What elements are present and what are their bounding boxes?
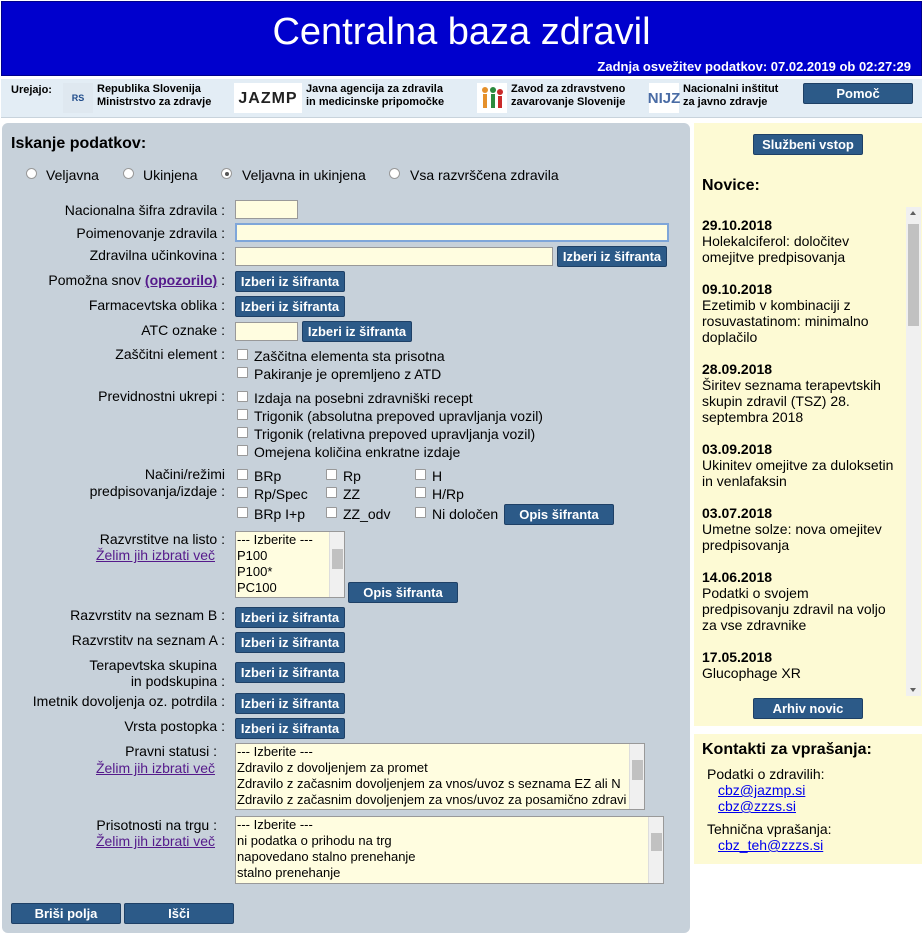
contact-email-zzzs[interactable]: cbz@zzzs.si bbox=[718, 798, 796, 814]
procedure-type-label: Vrsta postopka : bbox=[124, 718, 225, 734]
scroll-down-icon[interactable] bbox=[910, 688, 916, 692]
radio-discontinued-label: Ukinjena bbox=[143, 167, 198, 183]
legal-status-select[interactable] bbox=[235, 743, 645, 810]
trigonik-absolute-checkbox[interactable] bbox=[237, 409, 248, 420]
zzzs-logo-icon bbox=[477, 83, 507, 113]
regime-brpip-checkbox[interactable] bbox=[237, 507, 248, 518]
news-item[interactable] bbox=[702, 569, 898, 633]
news-date: 03.09.2018 bbox=[702, 441, 773, 457]
pharma-form-pick-button[interactable]: Izberi iz šifranta bbox=[235, 296, 345, 317]
regime-h-label: H bbox=[432, 468, 443, 484]
news-text: Podatki o svojem predpisovanju zdravil na voljo za vse zdravnike bbox=[702, 585, 886, 633]
market-option[interactable]: napovedano stalno prenehanje bbox=[237, 849, 416, 864]
holder-label: Imetnik dovoljenja oz. potrdila : bbox=[32, 693, 225, 709]
list-a-pick-button[interactable]: Izberi iz šifranta bbox=[235, 632, 345, 653]
list-classification-select[interactable] bbox=[235, 531, 345, 598]
clear-fields-button[interactable]: Briši polja bbox=[11, 903, 121, 924]
header-banner bbox=[1, 1, 922, 76]
regime-brp-label: BRp bbox=[254, 468, 282, 484]
list-option[interactable]: PC100 bbox=[237, 580, 277, 595]
news-text: Holekalciferol: določitev omejitve predpisovanja bbox=[702, 233, 850, 265]
regime-zz-label: ZZ bbox=[343, 486, 361, 502]
contact-email-tech[interactable]: cbz_teh@zzzs.si bbox=[718, 837, 824, 853]
ministry-logo-icon: RS bbox=[63, 83, 93, 113]
trigonik-absolute-label: Trigonik (absolutna prepoved upravljanja vozil) bbox=[254, 408, 543, 424]
regime-zz-checkbox[interactable] bbox=[326, 487, 337, 498]
therapeutic-group-label-1: Terapevtska skupina bbox=[89, 657, 217, 673]
regime-hrp-label: H/Rp bbox=[432, 486, 464, 502]
list-option[interactable]: P100 bbox=[237, 548, 268, 563]
news-date: 03.07.2018 bbox=[702, 505, 773, 521]
news-archive-button[interactable]: Arhiv novic bbox=[753, 698, 863, 719]
market-scrollbar[interactable] bbox=[648, 817, 663, 883]
news-item[interactable] bbox=[702, 281, 898, 345]
contacts-heading: Kontakti za vprašanja: bbox=[702, 741, 872, 758]
scroll-up-icon[interactable] bbox=[910, 211, 916, 215]
radio-valid-and-discontinued-label: Veljavna in ukinjena bbox=[242, 167, 366, 183]
regime-rpspec-label: Rp/Spec bbox=[254, 486, 308, 502]
regime-label-2: predpisovanja/izdaje : bbox=[89, 483, 225, 499]
active-substance-input[interactable] bbox=[235, 247, 553, 266]
regime-undefined-checkbox[interactable] bbox=[415, 507, 426, 518]
list-b-label: Razvrstitv na seznam B : bbox=[70, 607, 225, 623]
regime-brpip-label: BRp I+p bbox=[254, 506, 305, 522]
drug-name-input[interactable] bbox=[235, 223, 669, 242]
therapeutic-group-label-2: in podskupina : bbox=[130, 673, 225, 689]
list-description-button[interactable]: Opis šifranta bbox=[348, 582, 458, 603]
regime-rp-label: Rp bbox=[343, 468, 361, 484]
excipient-label-row bbox=[10, 272, 225, 288]
market-option[interactable]: --- Izberite --- bbox=[237, 817, 313, 832]
legal-status-multi-link[interactable]: Želim jih izbrati več bbox=[95, 760, 215, 776]
radio-valid-label: Veljavna bbox=[46, 167, 99, 183]
pharma-form-label: Farmacevtska oblika : bbox=[88, 297, 225, 313]
list-b-pick-button[interactable]: Izberi iz šifranta bbox=[235, 607, 345, 628]
organizations-bar bbox=[1, 79, 922, 118]
org-zzzs[interactable] bbox=[477, 83, 625, 115]
excipient-pick-button[interactable]: Izberi iz šifranta bbox=[235, 271, 345, 292]
excipient-warning-link[interactable]: (opozorilo) bbox=[144, 272, 218, 288]
atd-packaging-checkbox[interactable] bbox=[237, 367, 248, 378]
radio-all-classified[interactable] bbox=[389, 168, 400, 179]
org-ministry[interactable] bbox=[63, 83, 211, 115]
news-date: 17.05.2018 bbox=[702, 649, 773, 665]
procedure-type-pick-button[interactable]: Izberi iz šifranta bbox=[235, 718, 345, 739]
page-title: Centralna baza zdravil bbox=[272, 11, 651, 53]
special-prescription-checkbox[interactable] bbox=[237, 391, 248, 402]
regime-zzodv-checkbox[interactable] bbox=[326, 507, 337, 518]
regime-hrp-checkbox[interactable] bbox=[415, 487, 426, 498]
active-substance-label: Zdravilna učinkovina : bbox=[89, 247, 225, 263]
protection-elements-checkbox[interactable] bbox=[237, 349, 248, 360]
limited-quantity-label: Omejena količina enkratne izdaje bbox=[254, 444, 461, 460]
regime-undefined-label: Ni določen bbox=[432, 506, 499, 522]
news-date: 09.10.2018 bbox=[702, 281, 773, 297]
news-item[interactable] bbox=[702, 441, 898, 489]
legal-option[interactable]: --- Izberite --- bbox=[237, 744, 313, 759]
market-presence-label: Prisotnosti na trgu : bbox=[96, 817, 217, 833]
regime-rpspec-checkbox[interactable] bbox=[237, 487, 248, 498]
news-text: Ezetimib v kombinaciji z rosuvastatinom: minimalno doplačilo bbox=[702, 297, 869, 345]
legal-option[interactable]: Zdravilo z začasnim dovoljenjem za vnos/uvoz za posamično zdravi bbox=[237, 792, 627, 807]
search-button[interactable]: Išči bbox=[124, 903, 234, 924]
radio-valid-and-discontinued[interactable] bbox=[221, 168, 232, 179]
organizations-label: Urejajo: bbox=[11, 84, 52, 96]
list-classification-label: Razvrstitve na listo : bbox=[99, 531, 225, 547]
news-item[interactable] bbox=[702, 217, 898, 265]
regime-label-1: Načini/režimi bbox=[144, 466, 225, 482]
list-classification-multi-link[interactable]: Želim jih izbrati več bbox=[95, 547, 215, 563]
help-button[interactable]: Pomoč bbox=[803, 83, 913, 104]
trigonik-relative-checkbox[interactable] bbox=[237, 427, 248, 438]
regime-brp-checkbox[interactable] bbox=[237, 469, 248, 480]
contacts-drugs-label: Podatki o zdravilih: bbox=[707, 766, 825, 782]
radio-all-classified-label: Vsa razvrščena zdravila bbox=[410, 167, 559, 183]
news-date: 28.09.2018 bbox=[702, 361, 773, 377]
holder-pick-button[interactable]: Izberi iz šifranta bbox=[235, 693, 345, 714]
list-a-label: Razvrstitv na seznam A : bbox=[71, 632, 225, 648]
org-jazmp-line2: in medicinske pripomočke bbox=[306, 96, 445, 108]
org-nijz[interactable] bbox=[649, 83, 778, 115]
list-option[interactable]: P100* bbox=[237, 564, 273, 579]
protection-elements-label: Zaščitna elementa sta prisotna bbox=[254, 348, 445, 364]
legal-option[interactable]: Zdravilo z dovoljenjem za promet bbox=[237, 760, 428, 775]
substance-pick-button[interactable]: Izberi iz šifranta bbox=[557, 246, 667, 267]
national-code-input[interactable] bbox=[235, 200, 298, 219]
trigonik-relative-label: Trigonik (relativna prepoved upravljanja vozil) bbox=[254, 426, 536, 442]
refresh-timestamp: Zadnja osvežitev podatkov: 07.02.2019 ob 02:27:29 bbox=[597, 59, 911, 74]
atc-pick-button[interactable]: Izberi iz šifranta bbox=[302, 321, 412, 342]
atd-packaging-label: Pakiranje je opremljeno z ATD bbox=[254, 366, 442, 382]
radio-valid[interactable] bbox=[26, 168, 37, 179]
org-jazmp[interactable] bbox=[234, 83, 444, 115]
news-text: Glucophage XR bbox=[702, 665, 801, 681]
drug-name-label: Poimenovanje zdravila : bbox=[76, 225, 225, 241]
news-text: Ukinitev omejitve za duloksetin in venlafaksin bbox=[702, 457, 894, 489]
limited-quantity-checkbox[interactable] bbox=[237, 445, 248, 456]
news-scrollbar[interactable] bbox=[906, 207, 921, 696]
market-option[interactable]: ni podatka o prihodu na trg bbox=[237, 833, 392, 848]
regime-rp-checkbox[interactable] bbox=[326, 469, 337, 480]
precautions-label: Previdnostni ukrepi : bbox=[98, 388, 225, 404]
protection-label: Zaščitni element : bbox=[115, 346, 225, 362]
legal-option[interactable]: Zdravilo z začasnim dovoljenjem za vnos/uvoz s seznama EZ ali N bbox=[237, 776, 621, 791]
org-nijz-line1: Nacionalni inštitut bbox=[683, 83, 779, 95]
therapeutic-group-pick-button[interactable]: Izberi iz šifranta bbox=[235, 662, 345, 683]
contacts-tech-label: Tehnična vprašanja: bbox=[707, 821, 832, 837]
search-heading: Iskanje podatkov: bbox=[11, 135, 147, 152]
news-date: 29.10.2018 bbox=[702, 217, 773, 233]
news-heading: Novice: bbox=[702, 177, 760, 194]
regime-h-checkbox[interactable] bbox=[415, 469, 426, 480]
special-prescription-label: Izdaja na posebni zdravniški recept bbox=[254, 390, 473, 406]
nijz-logo-icon: NIJZ bbox=[649, 83, 679, 113]
atc-input[interactable] bbox=[235, 322, 298, 341]
excipient-label-colon: : bbox=[221, 272, 225, 288]
market-presence-select[interactable] bbox=[235, 816, 664, 884]
org-jazmp-line1: Javna agencija za zdravila bbox=[306, 83, 443, 95]
org-ministry-line1: Republika Slovenija bbox=[97, 83, 201, 95]
list-option[interactable]: --- Izberite --- bbox=[237, 532, 313, 547]
news-date: 14.06.2018 bbox=[702, 569, 773, 585]
org-zzzs-line1: Zavod za zdravstveno bbox=[511, 83, 626, 95]
news-text: Umetne solze: nova omejitev predpisovanja bbox=[702, 521, 882, 553]
list-scrollbar[interactable] bbox=[329, 532, 344, 597]
atc-label: ATC oznake : bbox=[141, 322, 225, 338]
news-scroll-thumb[interactable] bbox=[908, 224, 919, 326]
radio-discontinued[interactable] bbox=[123, 168, 134, 179]
market-presence-multi-link[interactable]: Želim jih izbrati več bbox=[95, 833, 215, 849]
news-item[interactable] bbox=[702, 361, 898, 425]
news-item[interactable] bbox=[702, 505, 898, 553]
national-code-label: Nacionalna šifra zdravila : bbox=[64, 202, 225, 218]
staff-login-button[interactable]: Službeni vstop bbox=[753, 134, 863, 155]
market-option[interactable]: stalno prenehanje bbox=[237, 865, 341, 880]
legal-status-label: Pravni statusi : bbox=[125, 743, 217, 759]
regime-description-button[interactable]: Opis šifranta bbox=[504, 504, 614, 525]
org-zzzs-line2: zavarovanje Slovenije bbox=[511, 96, 626, 108]
news-item[interactable] bbox=[702, 649, 898, 681]
legal-scrollbar[interactable] bbox=[629, 744, 644, 809]
excipient-label: Pomožna snov bbox=[48, 272, 142, 288]
contact-email-jazmp[interactable]: cbz@jazmp.si bbox=[718, 782, 806, 798]
org-ministry-line2: Ministrstvo za zdravje bbox=[97, 96, 212, 108]
regime-zzodv-label: ZZ_odv bbox=[343, 506, 391, 522]
news-text: Širitev seznama terapevtskih skupin zdravil (TSZ) 28. septembra 2018 bbox=[702, 377, 881, 425]
org-nijz-line2: za javno zdravje bbox=[683, 96, 768, 108]
jazmp-logo-icon: JAZMP bbox=[234, 83, 302, 113]
search-panel bbox=[2, 123, 690, 933]
